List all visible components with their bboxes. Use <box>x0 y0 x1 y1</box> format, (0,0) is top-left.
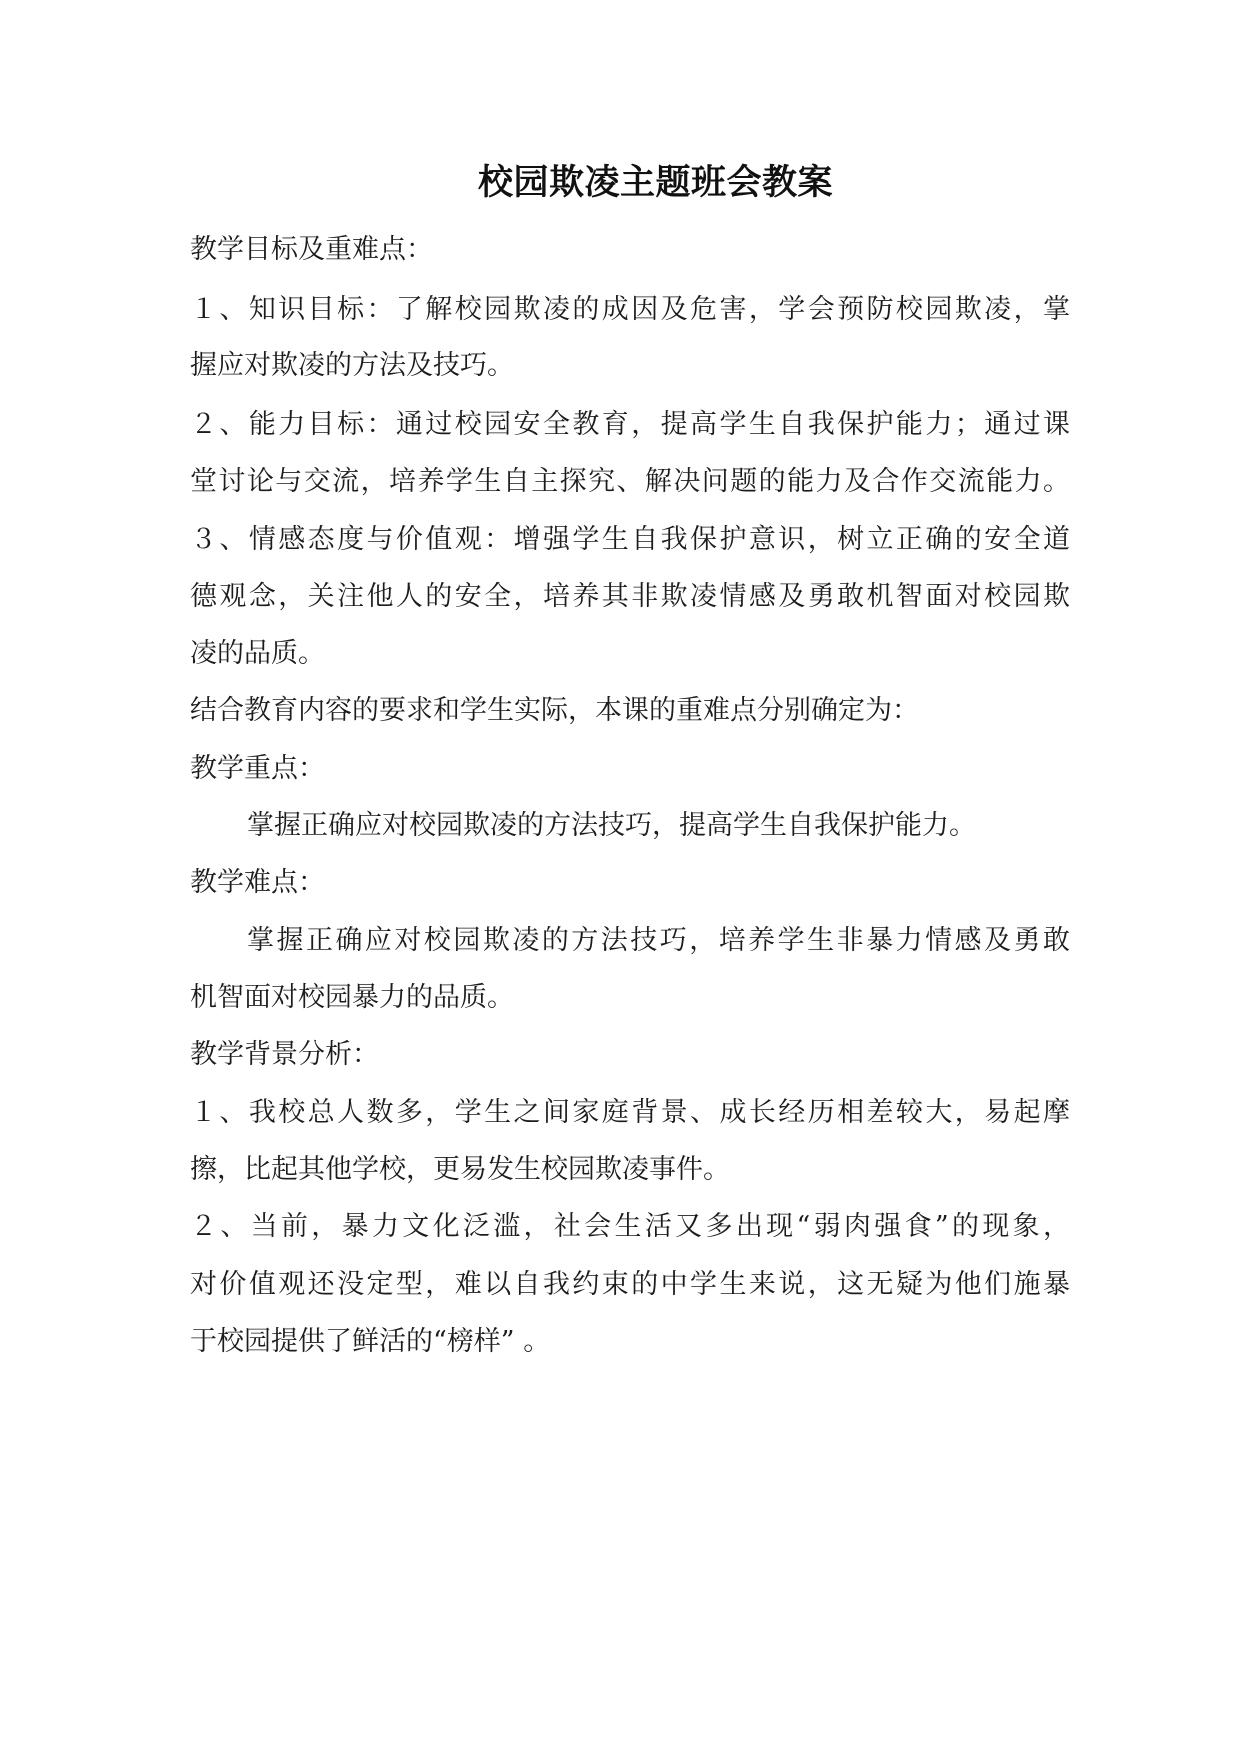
paragraph-line: 机智面对校园暴力的品质。 <box>190 982 514 1013</box>
section-heading-objectives: 教学目标及重难点： <box>190 234 433 265</box>
paragraph-line: 握应对欺凌的方法及技巧。 <box>190 350 514 381</box>
paragraph-line: 德观念，关注他人的安全，培养其非欺凌情感及勇敢机智面对校园欺 <box>190 581 1070 612</box>
paragraph-line: 擦，比起其他学校，更易发生校园欺凌事件。 <box>190 1154 730 1185</box>
paragraph-line: 掌握正确应对校园欺凌的方法技巧，提高学生自我保护能力。 <box>247 810 976 841</box>
paragraph-line: 于校园提供了鲜活的“榜样” 。 <box>190 1326 551 1357</box>
section-heading-difficulties: 教学难点： <box>190 867 325 898</box>
paragraph-line: 掌握正确应对校园欺凌的方法技巧，培养学生非暴力情感及勇敢 <box>247 925 1070 956</box>
document-title: 校园欺凌主题班会教案 <box>477 163 833 203</box>
section-heading-background: 教学背景分析： <box>190 1039 379 1070</box>
paragraph-line: ２、能力目标：通过校园安全教育，提高学生自我保护能力；通过课 <box>190 409 1070 440</box>
paragraph-line: 对价值观还没定型，难以自我约束的中学生来说，这无疑为他们施暴 <box>190 1269 1070 1300</box>
paragraph-line: 结合教育内容的要求和学生实际，本课的重难点分别确定为： <box>190 695 919 726</box>
paragraph-line: １、我校总人数多，学生之间家庭背景、成长经历相差较大，易起摩 <box>190 1097 1070 1128</box>
paragraph-line: １、知识目标：了解校园欺凌的成因及危害，学会预防校园欺凌，掌 <box>190 294 1070 325</box>
section-heading-key-points: 教学重点： <box>190 753 325 784</box>
paragraph-line: 堂讨论与交流，培养学生自主探究、解决问题的能力及合作交流能力。 <box>190 466 1070 497</box>
paragraph-line: ２、当前，暴力文化泛滥，社会生活又多出现“弱肉强食”的现象， <box>190 1211 1070 1242</box>
paragraph-line: 凌的品质。 <box>190 638 325 669</box>
paragraph-line: ３、情感态度与价值观：增强学生自我保护意识，树立正确的安全道 <box>190 524 1070 555</box>
